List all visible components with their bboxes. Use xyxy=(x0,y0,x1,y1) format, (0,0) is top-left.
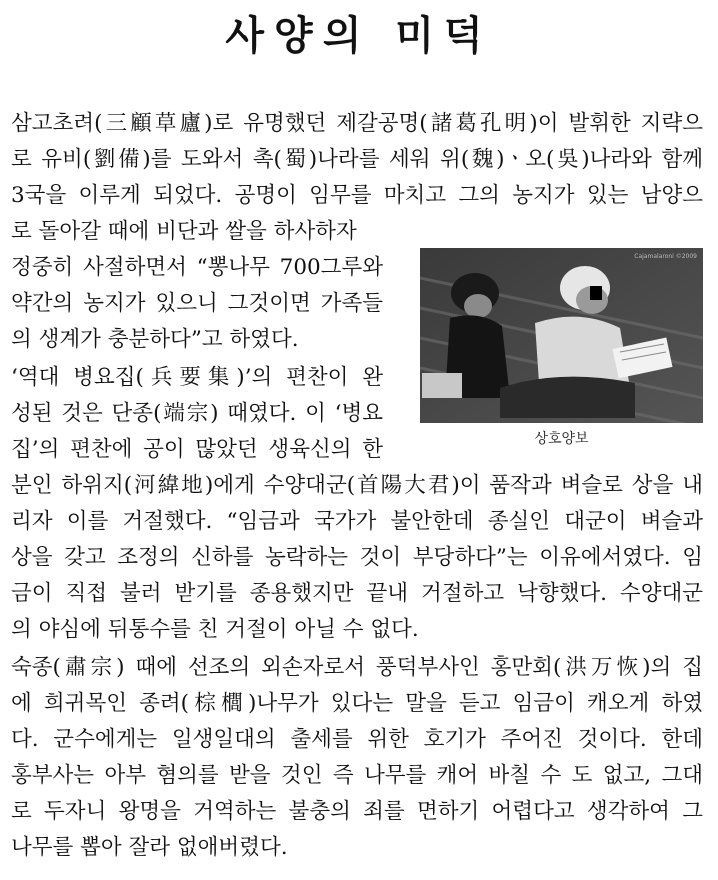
body-line: 약간의 농지가 있으니 그것이면 가족들 xyxy=(11,291,383,316)
body-line: ‘역대 병요집(兵要集)’의 편찬이 완 xyxy=(11,365,383,390)
body-line: 숙종(肅宗) 때에 선조의 외손자로서 풍덕부사인 홍만회(洪万恢)의 집 xyxy=(11,655,703,680)
body-line: 금이 직접 불러 받기를 종용했지만 끝내 거절하고 낙향했다. 수양대군 xyxy=(11,581,703,606)
body-line: 삼고초려(三顧草廬)로 유명했던 제갈공명(諸葛孔明)이 발휘한 지략으 xyxy=(11,111,703,136)
body-line: 분인 하위지(河緯地)에게 수양대군(首陽大君)이 품작과 벼슬로 상을 내 xyxy=(11,473,703,498)
body-line: 나무를 뽑아 잘라 없애버렸다. xyxy=(11,835,288,860)
body-line: 홍부사는 아부 혐의를 받을 것인 즉 나무를 캐어 바칠 수 도 없고, 그대 xyxy=(11,763,703,788)
body-line: 에 희귀목인 종려(棕櫚)나무가 있다는 말을 듣고 임금이 캐오게 하였 xyxy=(11,691,703,716)
body-line: 정중히 사절하면서 “뽕나무 700그루와 xyxy=(11,255,383,280)
body-line: 성된 것은 단종(端宗) 때였다. 이 ‘병요 xyxy=(11,401,383,426)
body-line: 상을 갖고 조정의 신하를 농락하는 것이 부당하다”는 이유에서였다. 임 xyxy=(11,545,703,570)
body-line: 의 생계가 충분하다”고 하였다. xyxy=(11,327,299,352)
photo-watermark: Cajamalaroni ©2009 xyxy=(634,253,697,260)
body-line: 다. 군수에게는 일생일대의 출세를 위한 호기가 주어진 것이다. 한데 xyxy=(11,727,703,752)
body-line: 로 돌아갈 때에 비단과 쌀을 하사하자 xyxy=(11,219,357,244)
body-line: 집’의 편찬에 공이 많았던 생육신의 한 xyxy=(11,437,383,462)
body-line: 3국을 이루게 되었다. 공명이 임무를 마치고 그의 농지가 있는 남양으 xyxy=(11,183,703,208)
body-line: 의 야심에 뒤통수를 친 거절이 아닐 수 없다. xyxy=(11,617,419,642)
page-title: 사양의 미덕 xyxy=(225,12,493,59)
body-line: 로 유비(劉備)를 도와서 촉(蜀)나라를 세워 위(魏)ㆍ오(吳)나라와 함께 xyxy=(11,147,703,172)
photo-illustration xyxy=(420,248,703,423)
body-line: 리자 이를 거절했다. “임금과 국가가 불안한데 종실인 대군이 벼슬과 xyxy=(11,509,703,534)
photo-caption: 상호양보 xyxy=(534,431,589,447)
body-line: 로 두자니 왕명을 거역하는 불충의 죄를 면하기 어렵다고 생각하여 그 xyxy=(11,799,703,824)
photo-two-people-reading xyxy=(420,248,703,423)
